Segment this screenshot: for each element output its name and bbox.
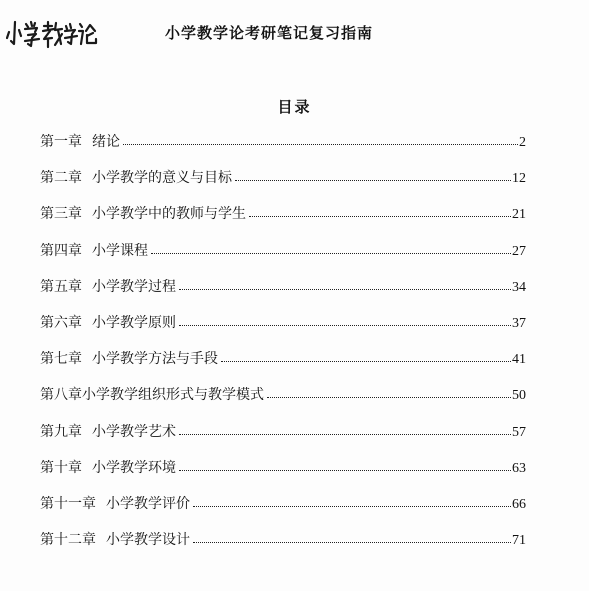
toc-chapter-number: 第二章	[40, 170, 82, 187]
toc-page-number: 12	[512, 171, 526, 187]
toc-chapter-number: 第九章	[40, 423, 82, 440]
toc-page-number: 50	[512, 388, 526, 404]
toc-page-number: 71	[512, 533, 526, 549]
toc-entry[interactable]	[40, 457, 526, 493]
toc-chapter-title: 小学教学艺术	[92, 423, 176, 440]
document-title: 小学教学论考研笔记复习指南	[165, 24, 374, 42]
toc-chapter-title: 小学教学方法与手段	[92, 351, 218, 368]
toc-page-number: 57	[512, 424, 526, 440]
toc-entry[interactable]	[40, 131, 526, 167]
toc-dot-leader	[193, 505, 511, 507]
toc-chapter-title: 小学教学过程	[92, 278, 176, 295]
toc-dot-leader	[179, 433, 511, 435]
toc-dot-leader	[221, 360, 511, 362]
toc-chapter-number: 第六章	[40, 314, 82, 331]
toc-page-number: 2	[519, 135, 526, 150]
toc-entry[interactable]	[40, 167, 526, 203]
toc-chapter-number: 第八章	[40, 387, 82, 404]
toc-chapter-title: 小学教学评价	[106, 495, 190, 512]
toc-chapter-title: 小学教学组织形式与教学模式	[82, 387, 264, 404]
toc-page-number: 41	[512, 352, 526, 368]
toc-dot-leader	[151, 252, 511, 254]
handwritten-logo	[6, 14, 98, 56]
toc-chapter-title: 小学教学环境	[92, 459, 176, 476]
toc-page-number: 37	[512, 315, 526, 331]
toc-chapter-title: 小学教学中的教师与学生	[92, 206, 246, 223]
toc-chapter-number: 第一章	[40, 134, 82, 150]
toc-dot-leader	[235, 179, 511, 181]
toc-page-number: 27	[512, 243, 526, 259]
toc-dot-leader	[179, 324, 511, 326]
toc-entry[interactable]	[40, 529, 526, 565]
toc-page-number: 66	[512, 496, 526, 512]
toc-page-number: 21	[512, 207, 526, 223]
toc-dot-leader	[193, 541, 511, 543]
toc-chapter-title: 小学教学的意义与目标	[92, 170, 232, 187]
toc-page-number: 34	[512, 279, 526, 295]
toc-dot-leader	[179, 469, 511, 471]
toc-dot-leader	[123, 143, 518, 145]
toc-chapter-number: 第十一章	[40, 495, 96, 512]
toc-heading: 目录	[277, 98, 312, 116]
toc-entry[interactable]	[40, 276, 526, 312]
toc-dot-leader	[179, 288, 511, 290]
toc-entry[interactable]	[40, 240, 526, 276]
toc-chapter-number: 第三章	[40, 206, 82, 223]
toc-chapter-number: 第七章	[40, 351, 82, 368]
toc-entry[interactable]	[40, 348, 526, 384]
toc-entry[interactable]	[40, 312, 526, 348]
toc-entry[interactable]	[40, 421, 526, 457]
toc-chapter-number: 第十二章	[40, 532, 96, 549]
toc-chapter-title: 小学教学原则	[92, 314, 176, 331]
table-of-contents	[40, 131, 526, 565]
toc-chapter-title: 绪论	[92, 134, 120, 150]
toc-chapter-number: 第十章	[40, 459, 82, 476]
toc-chapter-number: 第五章	[40, 278, 82, 295]
toc-entry[interactable]	[40, 203, 526, 239]
toc-dot-leader	[267, 396, 511, 398]
toc-entry[interactable]	[40, 493, 526, 529]
toc-chapter-title: 小学课程	[92, 242, 148, 259]
toc-chapter-number: 第四章	[40, 242, 82, 259]
toc-page-number: 63	[512, 460, 526, 476]
toc-chapter-title: 小学教学设计	[106, 532, 190, 549]
toc-entry[interactable]	[40, 384, 526, 420]
toc-dot-leader	[249, 215, 511, 217]
